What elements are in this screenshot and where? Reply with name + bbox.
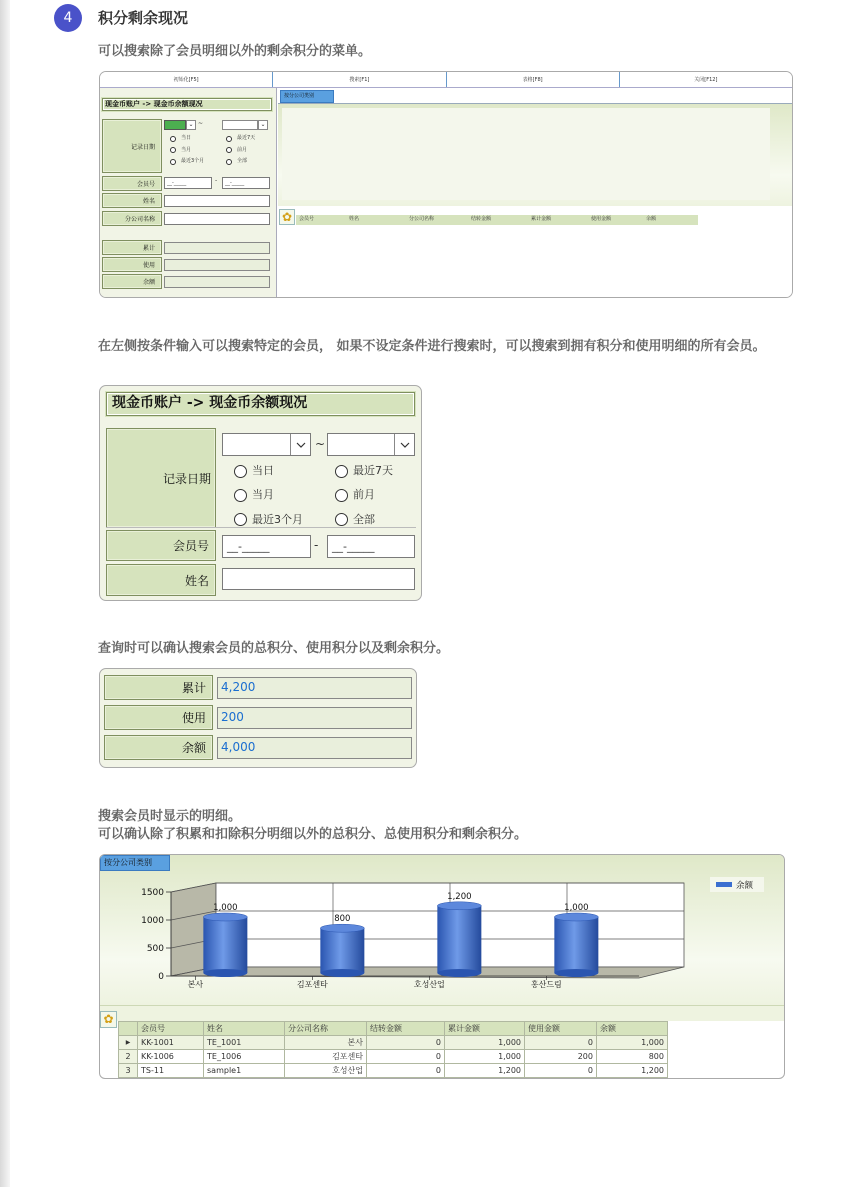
table-row[interactable] [119, 1036, 668, 1050]
name-input[interactable] [164, 195, 270, 207]
radio-today[interactable]: 当日 [170, 134, 191, 143]
data-label: 1,000 [213, 903, 238, 913]
summary-total-field: 4,200 [217, 677, 412, 699]
bar-4 [554, 917, 598, 973]
member-no-from-input-zoom[interactable]: __-_____ [222, 535, 311, 558]
cell-member[interactable]: KK-1001 [138, 1036, 204, 1050]
radio-circle-icon [226, 136, 232, 142]
bar-top-4 [554, 913, 598, 921]
name-label-zoom: 姓名 [106, 564, 216, 596]
search-button[interactable]: 搜索[F1] [273, 72, 446, 87]
search-panel [100, 88, 277, 298]
cell-used[interactable]: 0 [525, 1064, 597, 1078]
x-tick-label: 김포센타 [296, 980, 328, 989]
y-tick-label: 500 [146, 944, 164, 954]
bar-base-1 [203, 969, 247, 977]
chevron-down-icon[interactable]: ⌄ [258, 120, 268, 130]
balance-label: 余额 [102, 274, 162, 289]
member-no-separator: - [215, 177, 218, 184]
radio-circle-icon [226, 147, 232, 153]
radio-circle-icon [335, 489, 348, 502]
radio-last7-zoom[interactable]: 最近7天 [335, 461, 393, 482]
radio-last3m-zoom[interactable]: 最近3个月 [234, 510, 303, 531]
name-input-zoom[interactable] [222, 568, 415, 590]
radio-circle-icon [170, 136, 176, 142]
intro-text: 可以搜索除了会员明细以外的剩余积分的菜单。 [98, 44, 372, 59]
grid-toolbar [100, 1005, 785, 1021]
grid-header-row [119, 1022, 668, 1036]
member-no-label: 会员号 [102, 176, 162, 191]
chevron-down-icon[interactable]: ⌄ [186, 120, 196, 130]
member-no-label-zoom: 会员号 [106, 530, 216, 561]
radio-last3m[interactable]: 最近3个月 [170, 157, 204, 166]
radio-group-small-2 [226, 134, 255, 169]
summary-zoom [99, 668, 417, 768]
cell-carry[interactable]: 0 [367, 1036, 445, 1050]
member-no-to-input[interactable]: __-_____ [222, 177, 270, 189]
summary-help-text: 查询时可以确认搜索会员的总积分、使用积分以及剩余积分。 [98, 641, 450, 656]
chart-panel [100, 855, 785, 1005]
cell-name[interactable]: TE_1006 [204, 1050, 285, 1064]
date-separator: ~ [198, 120, 204, 127]
row-header-corner [119, 1022, 138, 1036]
bar-top-2 [320, 924, 364, 932]
row-index: 3 [119, 1064, 138, 1078]
cell-member[interactable]: KK-1006 [138, 1050, 204, 1064]
cell-carry[interactable]: 0 [367, 1064, 445, 1078]
tab-by-branch-zoom[interactable]: 按分公司类别 [100, 855, 170, 871]
date-to-select-zoom[interactable] [327, 433, 415, 456]
branch-label: 分公司名称 [102, 211, 162, 226]
col-used: 使用金额 [591, 216, 612, 222]
radio-col-1 [234, 461, 303, 534]
cell-name[interactable]: sample1 [204, 1064, 285, 1078]
balance-field [164, 276, 270, 288]
used-field [164, 259, 270, 271]
radio-col-2 [335, 461, 393, 534]
summary-used-field: 200 [217, 707, 412, 729]
cell-used[interactable]: 200 [525, 1050, 597, 1064]
x-tick-label: 본사 [187, 980, 204, 989]
name-label: 姓名 [102, 193, 162, 208]
detail-grid [118, 1021, 668, 1078]
page-edge-shadow [0, 0, 10, 1187]
col-header-name[interactable]: 姓名 [204, 1022, 285, 1036]
radio-group-small [170, 134, 204, 169]
branch-balance-chart [100, 855, 785, 1005]
radio-circle-icon [226, 159, 232, 165]
date-separator-zoom: ~ [315, 437, 326, 451]
radio-circle-icon [234, 489, 247, 502]
bar-base-3 [437, 969, 481, 977]
col-header-balance[interactable]: 余额 [597, 1022, 668, 1036]
chart-area-empty [278, 103, 793, 206]
radio-this-month[interactable]: 当月 [170, 146, 191, 155]
detail-help-text-1: 搜索会员时显示的明细。 [98, 809, 242, 824]
detail-help-text-2: 可以确认除了积累和扣除积分明细以外的总积分、总使用积分和剩余积分。 [98, 827, 528, 842]
section-title: 积分剩余现况 [98, 9, 189, 27]
x-tick-label: 홍산드림 [530, 980, 562, 989]
summary-balance-field: 4,000 [217, 737, 412, 759]
col-name: 姓名 [349, 216, 360, 222]
radio-all-zoom[interactable]: 全部 [335, 510, 375, 531]
total-field [164, 242, 270, 254]
cell-name[interactable]: TE_1001 [204, 1036, 285, 1050]
radio-this-month-zoom[interactable]: 当月 [234, 485, 274, 506]
x-tick-label: 호성산업 [413, 980, 445, 989]
table-row[interactable] [119, 1050, 668, 1064]
close-button[interactable]: 关闭[F12] [694, 77, 718, 83]
row-selector-icon[interactable]: ▶ [119, 1036, 138, 1050]
radio-last7[interactable]: 最近7天 [226, 134, 255, 143]
col-header-branch[interactable]: 分公司名称 [285, 1022, 367, 1036]
radio-circle-icon [234, 465, 247, 478]
total-label: 累计 [102, 240, 162, 255]
bar-base-2 [320, 969, 364, 977]
radio-circle-icon [170, 147, 176, 153]
search-help-text: 在左侧按条件输入可以搜索特定的会员， 如果不设定条件进行搜索时，可以搜索到拥有积分和使用明细的所有会员。 [98, 339, 766, 354]
member-no-to-input-zoom[interactable]: __-_____ [327, 535, 415, 558]
cell-carry[interactable]: 0 [367, 1050, 445, 1064]
date-label: 记录日期 [102, 119, 162, 173]
y-tick-label: 1500 [141, 888, 164, 898]
cell-branch[interactable]: 호성산업 [285, 1064, 367, 1078]
date-to-select[interactable] [222, 120, 258, 130]
gear-icon[interactable]: ✿ [279, 209, 295, 225]
step-badge: 4 [54, 4, 82, 32]
search-panel-zoom [99, 385, 422, 601]
cell-balance[interactable]: 800 [597, 1050, 668, 1064]
panel-header-zoom: 现金币账户 -> 现金币余额现况 [106, 392, 415, 416]
col-branch: 分公司名称 [409, 216, 435, 222]
member-no-from-input[interactable]: __-_____ [164, 177, 212, 189]
bar-top-3 [437, 902, 481, 910]
cell-total[interactable]: 1,000 [445, 1050, 525, 1064]
data-label: 1,000 [564, 903, 589, 913]
bar-3 [437, 906, 481, 973]
radio-all[interactable]: 全部 [226, 157, 247, 166]
date-from-select-zoom[interactable] [222, 433, 311, 456]
legend-label: 余额 [736, 881, 754, 891]
panel-header: 现金币账户 -> 现金币余额现况 [102, 98, 272, 111]
result-area [278, 88, 793, 298]
grid-header-small [296, 215, 698, 225]
radio-today-zoom[interactable]: 当日 [234, 461, 274, 482]
cell-branch[interactable]: 김포센타 [285, 1050, 367, 1064]
chart-canvas [282, 108, 770, 200]
used-label: 使用 [102, 257, 162, 272]
init-button[interactable]: 初始化[F5] [100, 72, 273, 87]
radio-prev-month[interactable]: 前月 [226, 146, 247, 155]
chevron-down-icon [290, 434, 310, 455]
col-carry: 结转金额 [471, 216, 492, 222]
summary-balance-label: 余额 [104, 735, 213, 760]
summary-total-label: 累计 [104, 675, 213, 700]
cell-used[interactable]: 0 [525, 1036, 597, 1050]
summary-used-label: 使用 [104, 705, 213, 730]
col-header-member[interactable]: 会员号 [138, 1022, 204, 1036]
cell-total[interactable]: 1,200 [445, 1064, 525, 1078]
radio-circle-icon [234, 513, 247, 526]
result-zoom [99, 854, 785, 1079]
table-row[interactable] [119, 1064, 668, 1078]
gear-icon[interactable]: ✿ [100, 1011, 117, 1028]
cell-balance[interactable]: 1,200 [597, 1064, 668, 1078]
y-tick-label: 0 [158, 972, 164, 982]
full-window-screenshot [99, 71, 793, 298]
excel-button[interactable]: 表格[F8] [447, 72, 620, 87]
col-header-carry[interactable]: 结转金额 [367, 1022, 445, 1036]
radio-circle-icon [335, 465, 348, 478]
col-header-total[interactable]: 累计金额 [445, 1022, 525, 1036]
cell-balance[interactable]: 1,000 [597, 1036, 668, 1050]
tab-by-branch[interactable]: 按分公司类别 [280, 90, 334, 103]
row-index: 2 [119, 1050, 138, 1064]
bar-base-4 [554, 969, 598, 977]
bar-1 [203, 917, 247, 973]
cell-member[interactable]: TS-11 [138, 1064, 204, 1078]
bar-top-1 [203, 913, 247, 921]
member-no-separator-zoom: - [314, 538, 319, 552]
divider [106, 527, 416, 528]
data-label: 800 [334, 914, 351, 925]
y-tick-label: 1000 [141, 916, 164, 926]
radio-circle-icon [335, 513, 348, 526]
chevron-down-icon [394, 434, 414, 455]
legend-swatch [716, 882, 732, 887]
radio-prev-month-zoom[interactable]: 前月 [335, 485, 375, 506]
col-member: 会员号 [299, 216, 315, 222]
date-from-select[interactable] [164, 120, 186, 130]
toolbar [100, 72, 792, 88]
col-balance: 余额 [646, 216, 657, 222]
radio-circle-icon [170, 159, 176, 165]
col-total: 累计金额 [531, 216, 552, 222]
date-label-zoom: 记录日期 [106, 428, 216, 528]
branch-input[interactable] [164, 213, 270, 225]
cell-total[interactable]: 1,000 [445, 1036, 525, 1050]
data-label: 1,200 [447, 891, 472, 902]
cell-branch[interactable]: 본사 [285, 1036, 367, 1050]
bar-2 [320, 928, 364, 973]
col-header-used[interactable]: 使用金额 [525, 1022, 597, 1036]
